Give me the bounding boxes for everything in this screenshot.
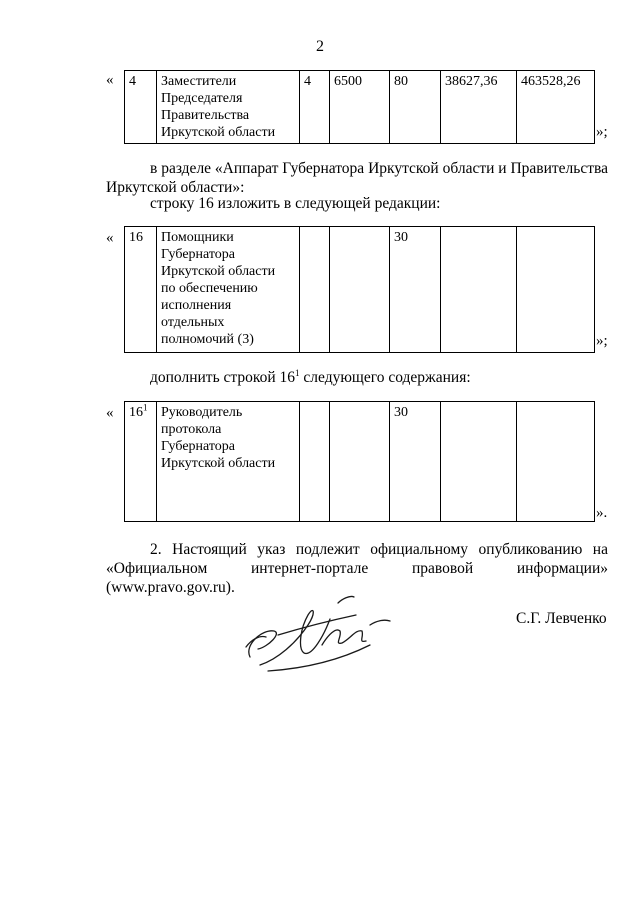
cell-empty — [330, 402, 390, 522]
name-line: Руководитель — [161, 405, 243, 420]
superscript: 1 — [143, 402, 148, 413]
cell-monthly: 38627,36 — [441, 71, 517, 144]
cell-salary: 6500 — [330, 71, 390, 144]
cell-num: 16 — [125, 227, 157, 353]
name-line: Заместители — [161, 74, 237, 89]
cell-percent: 30 — [390, 402, 441, 522]
open-quote-2: « — [106, 230, 114, 246]
cell-name — [157, 71, 300, 144]
handwritten-signature — [238, 585, 398, 675]
cell-empty — [441, 402, 517, 522]
paragraph-edit-row: строку 16 изложить в следующей редакции: — [150, 195, 441, 212]
table-position-deputies — [124, 70, 595, 144]
name-line: Губернатора — [161, 439, 236, 454]
name-line-text: по обеспечению — [161, 281, 258, 296]
cell-empty — [441, 227, 517, 353]
name-line: отдельных — [161, 315, 225, 330]
name-line: Иркутской области — [161, 456, 276, 471]
add-row-text: дополнить строкой 16 — [150, 369, 296, 386]
table-position-assistants — [124, 226, 595, 353]
open-quote-1: « — [106, 72, 114, 88]
name-line: Правительства — [161, 108, 250, 123]
name-line — [161, 280, 295, 297]
cell-annual: 463528,26 — [517, 71, 595, 144]
name-line: Иркутской области — [161, 264, 276, 279]
cell-name — [157, 227, 300, 353]
name-line: Председателя — [161, 91, 243, 106]
table-row — [125, 402, 595, 522]
add-row-tail: следующего содержания: — [299, 369, 471, 386]
name-line: Губернатора — [161, 247, 236, 262]
name-line: протокола — [161, 422, 222, 437]
cell-num — [125, 402, 157, 522]
signatory-name: С.Г. Левченко — [516, 610, 607, 627]
page-number: 2 — [316, 38, 324, 55]
name-line: исполнения — [161, 298, 232, 313]
table-row — [125, 71, 595, 144]
open-quote-3: « — [106, 405, 114, 421]
superscript: 1 — [295, 367, 300, 378]
paragraph-publication: 2. Настоящий указ подлежит официальному опубликованию на «Официальном интернет-портале правовой информации» (www.pravo.gov.ru). — [106, 541, 608, 596]
close-quote-3: ». — [596, 505, 608, 521]
close-quote-2: »; — [596, 333, 608, 349]
cell-empty — [330, 227, 390, 353]
close-quote-1: »; — [596, 124, 608, 140]
name-line: Иркутской области — [161, 125, 276, 140]
cell-percent: 30 — [390, 227, 441, 353]
name-line: полномочий (3) — [161, 332, 254, 347]
paragraph-section-ref: в разделе «Аппарат Губернатора Иркутской области и Правительства Иркутской области»: — [106, 160, 608, 196]
cell-percent: 80 — [390, 71, 441, 144]
cell-empty — [517, 402, 595, 522]
cell-num: 4 — [125, 71, 157, 144]
cell-empty — [517, 227, 595, 353]
name-line: Помощники — [161, 230, 234, 245]
row-number: 16 — [129, 405, 143, 420]
cell-name — [157, 402, 300, 522]
cell-empty — [300, 402, 330, 522]
table-position-protocol-head — [124, 401, 595, 522]
table-row — [125, 227, 595, 353]
cell-count: 4 — [300, 71, 330, 144]
paragraph-add-row — [106, 368, 608, 387]
cell-empty — [300, 227, 330, 353]
